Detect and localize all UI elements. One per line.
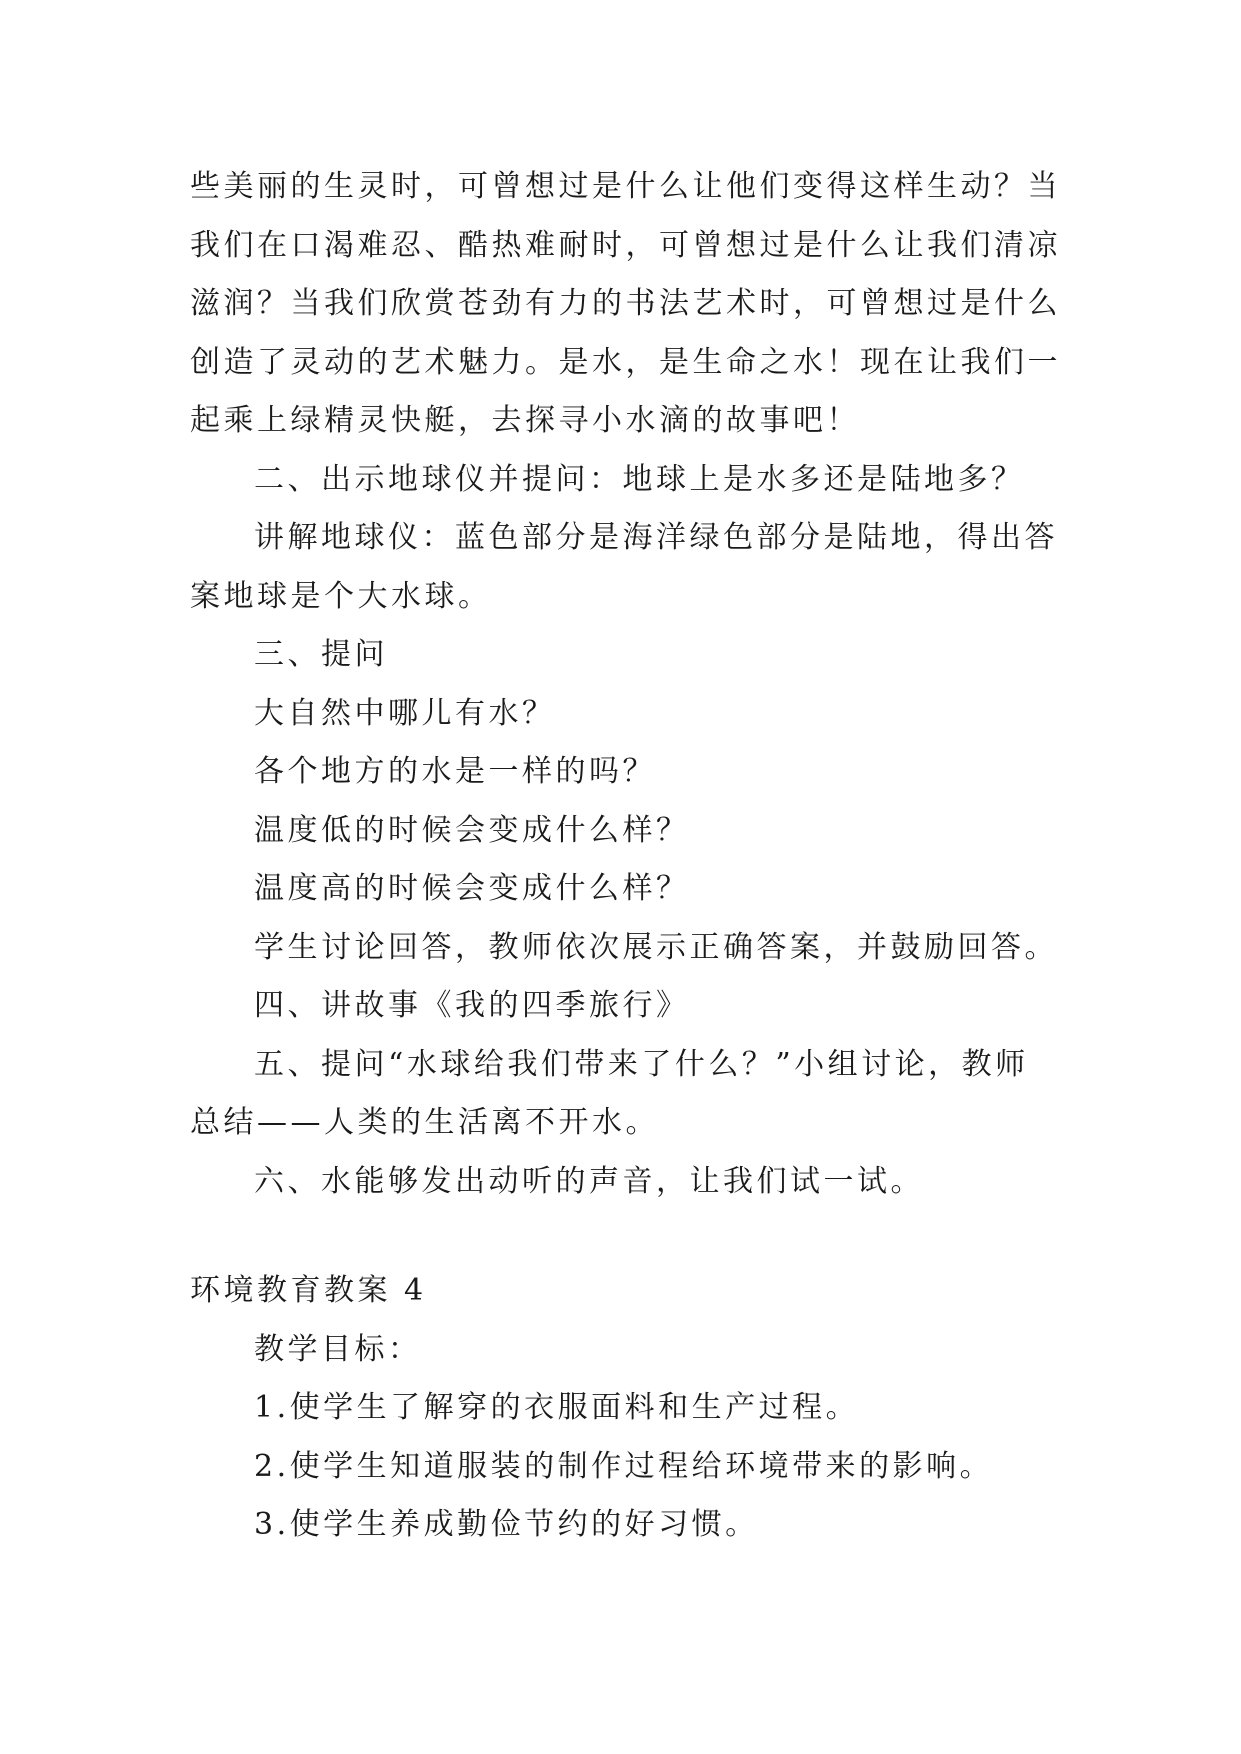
step-6-heading: 六、水能够发出动听的声音，让我们试一试。	[254, 1163, 924, 1199]
step-2-explanation: 讲解地球仪：蓝色部分是海洋绿色部分是陆地，得出答	[254, 520, 1058, 555]
question-item: 大自然中哪儿有水？	[254, 695, 556, 731]
lesson-plan-3-body	[190, 158, 1060, 1211]
step-4-heading: 四、讲故事《我的四季旅行》	[254, 988, 690, 1023]
question-item: 各个地方的水是一样的吗？	[254, 754, 656, 789]
intro-line: 些美丽的生灵时，可曾想过是什么让他们变得这样生动？当	[190, 169, 1061, 204]
step-5-summary: 总结——人类的生活离不开水。	[190, 1105, 659, 1140]
intro-line: 滋润？当我们欣赏苍劲有力的书法艺术时，可曾想过是什么	[190, 286, 1061, 321]
step-3-discussion: 学生讨论回答，教师依次展示正确答案，并鼓励回答。	[254, 929, 1058, 965]
step-2-explanation-cont: 案地球是个大水球。	[190, 578, 492, 614]
intro-line: 我们在口渴难忍、酷热难耐时，可曾想过是什么让我们清凉	[190, 227, 1061, 263]
intro-line: 起乘上绿精灵快艇，去探寻小水滴的故事吧！	[190, 403, 860, 438]
question-item: 温度低的时候会变成什么样？	[254, 812, 690, 848]
intro-line: 创造了灵动的艺术魅力。是水，是生命之水！现在让我们一	[190, 344, 1061, 380]
goal-item: 1.使学生了解穿的衣服面料和生产过程。	[254, 1390, 860, 1425]
step-2-heading: 二、出示地球仪并提问：地球上是水多还是陆地多？	[254, 461, 1025, 497]
goal-item: 3.使学生养成勤俭节约的好习惯。	[254, 1507, 759, 1542]
lesson-plan-4-section	[190, 1262, 1060, 1555]
question-item: 温度高的时候会变成什么样？	[254, 871, 690, 906]
goal-item: 2.使学生知道服装的制作过程给环境带来的影响。	[254, 1448, 994, 1484]
step-3-heading: 三、提问	[254, 637, 388, 672]
section-title: 环境教育教案 4	[190, 1273, 427, 1308]
goals-label: 教学目标：	[254, 1331, 422, 1367]
step-5-heading: 五、提问“水球给我们带来了什么？”小组讨论，教师	[254, 1046, 1029, 1082]
